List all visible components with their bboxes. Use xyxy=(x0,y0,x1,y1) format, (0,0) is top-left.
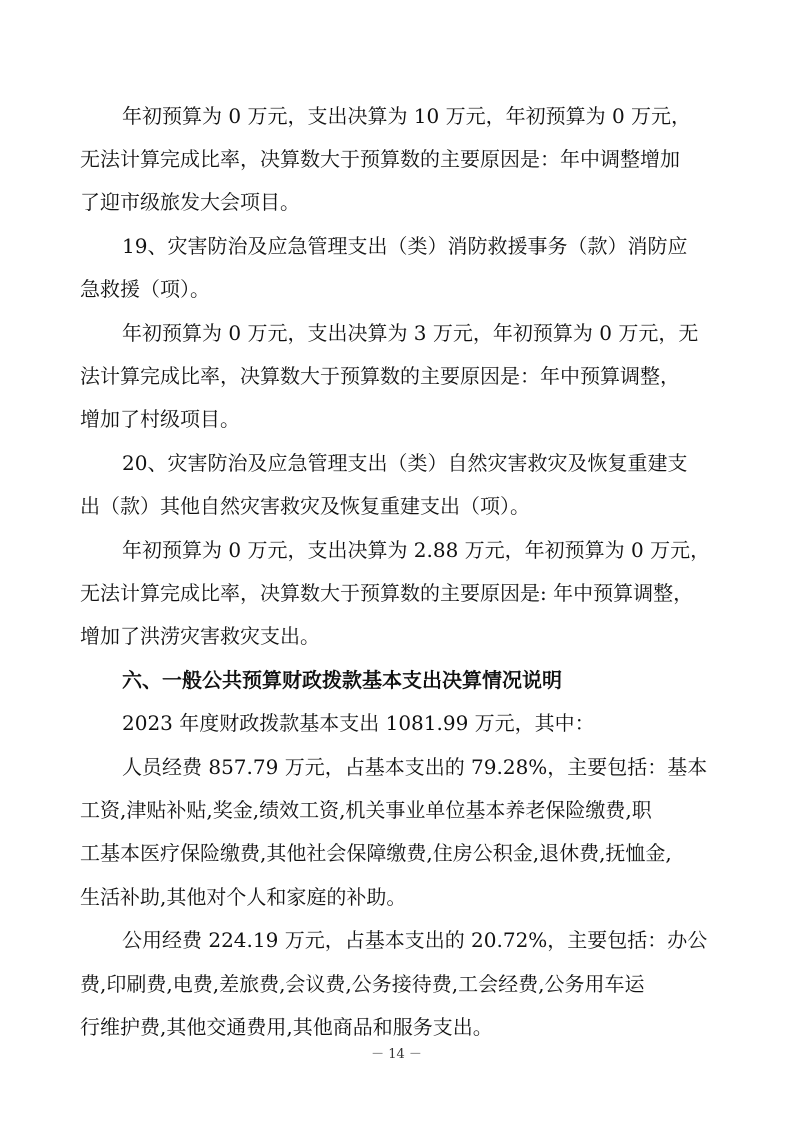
paragraph-line: 年初预算为 0 万元，支出决算为 3 万元，年初预算为 0 万元，无 xyxy=(122,321,699,345)
section-item-line: 急救援（项）。 xyxy=(80,277,210,301)
paragraph-line: 生活补助,其他对个人和家庭的补助。 xyxy=(80,885,407,909)
paragraph-line: 增加了洪涝灾害救灾支出。 xyxy=(80,624,320,648)
paragraph-line: 增加了村级项目。 xyxy=(80,407,240,431)
paragraph-line: 2023 年度财政拨款基本支出 1081.99 万元，其中： xyxy=(122,711,595,735)
paragraph-line: 工基本医疗保险缴费,其他社会保障缴费,住房公积金,退休费,抚恤金, xyxy=(80,841,672,865)
paragraph-line: 行维护费,其他交通费用,其他商品和服务支出。 xyxy=(80,1015,493,1039)
paragraph-line: 无法计算完成比率，决算数大于预算数的主要原因是：年中调整增加 xyxy=(80,147,680,171)
section-item-line: 出（款）其他自然灾害救灾及恢复重建支出（项）。 xyxy=(80,494,530,518)
paragraph-line: 工资,津贴补贴,奖金,绩效工资,机关事业单位基本养老保险缴费,职 xyxy=(80,798,652,822)
paragraph-line: 法计算完成比率，决算数大于预算数的主要原因是：年中预算调整， xyxy=(80,364,680,388)
page-number: － 14 － xyxy=(371,1047,422,1062)
paragraph-line: 人员经费 857.79 万元，占基本支出的 79.28%，主要包括：基本 xyxy=(122,755,708,779)
section-heading: 六、一般公共预算财政拨款基本支出决算情况说明 xyxy=(122,668,562,692)
paragraph-line: 了迎市级旅发大会项目。 xyxy=(80,190,300,214)
paragraph-line: 费,印刷费,电费,差旅费,会议费,公务接待费,工会经费,公务用车运 xyxy=(80,972,645,996)
paragraph-line: 无法计算完成比率，决算数大于预算数的主要原因是: 年中预算调整， xyxy=(80,581,694,605)
paragraph-line: 年初预算为 0 万元，支出决算为 10 万元，年初预算为 0 万元， xyxy=(122,104,692,128)
section-item-line: 20、灾害防治及应急管理支出（类）自然灾害救灾及恢复重建支 xyxy=(122,451,688,475)
paragraph-line: 年初预算为 0 万元，支出决算为 2.88 万元，年初预算为 0 万元， xyxy=(122,538,711,562)
paragraph-line: 公用经费 224.19 万元，占基本支出的 20.72%，主要包括：办公 xyxy=(122,928,708,952)
section-item-line: 19、灾害防治及应急管理支出（类）消防救援事务（款）消防应 xyxy=(122,234,688,258)
